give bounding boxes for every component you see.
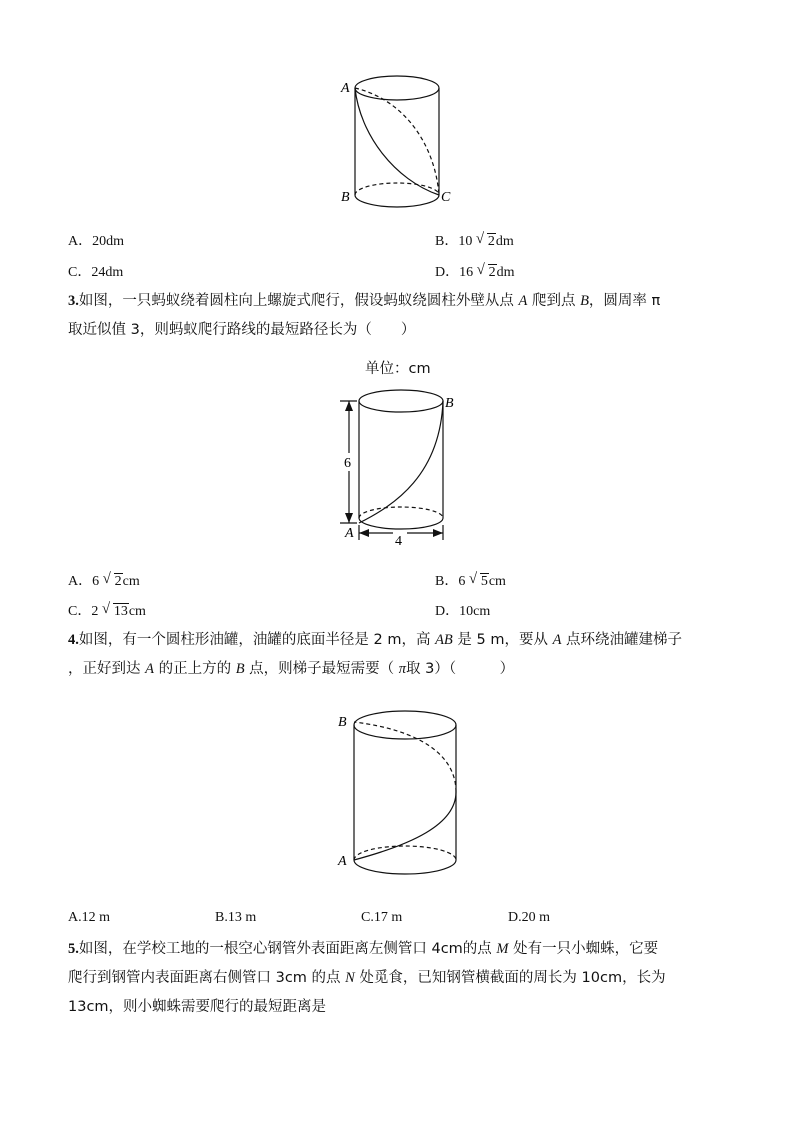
q3-option-b: B．6 √ 5cm [435,570,506,590]
q4-question: 4.如图，有一个圆柱形油罐，油罐的底面半径是 2 m，高 AB 是 5 m，要从 A 点环绕油罐建梯子 ，正好到达 A 的正上方的 B 点，则梯子最短需要（ π取 3）（ ） [68,632,683,677]
q2-option-c: C．24dm [68,265,124,280]
q2-cylinder-figure [335,70,455,215]
q3-height-label: 6 [344,456,351,471]
q3-width-label: 4 [395,534,402,549]
q4-option-b: B.13 m [215,910,257,925]
q3-cylinder-figure [335,385,465,550]
q3-point-a-label: A [345,526,354,541]
q4-option-c: C.17 m [361,910,403,925]
q4-option-d: D.20 m [508,910,550,925]
q2-option-a: A．20dm [68,234,125,249]
q3-question: 3.如图，一只蚂蚁绕着圆柱向上螺旋式爬行，假设蚂蚁绕圆柱外壁从点 A 爬到点 B，圆周率 π 取近似值 3，则蚂蚁爬行路线的最短路径长为（ ） [68,293,661,338]
q2-option-b: B．10 √ 2dm [435,230,514,250]
q4-cylinder-figure [330,700,470,895]
q2-point-c-label: C [441,190,451,205]
q3-option-c: C．2 √ 13cm [68,600,146,620]
q5-question: 5.如图，在学校工地的一根空心钢管外表面距离左侧管口 4cm的点 M 处有一只小蜘蛛，它要 爬行到钢管内表面距离右侧管口 3cm 的点 N 处觅食，已知钢管横截面的周长为 10cm，长为 13cm，则小蜘蛛需要爬行的最短距离是 [68,941,666,1015]
q2-option-d: D．16 √ 2dm [435,261,515,281]
q3-point-b-label: B [445,396,454,411]
q2-point-a-label: A [341,81,350,96]
q4-option-a: A.12 m [68,910,110,925]
q2-point-b-label: B [341,190,350,205]
q3-option-d: D．10cm [435,604,491,619]
q3-option-a: A．6 √ 2cm [68,570,140,590]
q3-unit-label: 单位：cm [365,361,431,377]
q4-point-a-label: A [338,854,347,869]
q4-point-b-label: B [338,715,347,730]
